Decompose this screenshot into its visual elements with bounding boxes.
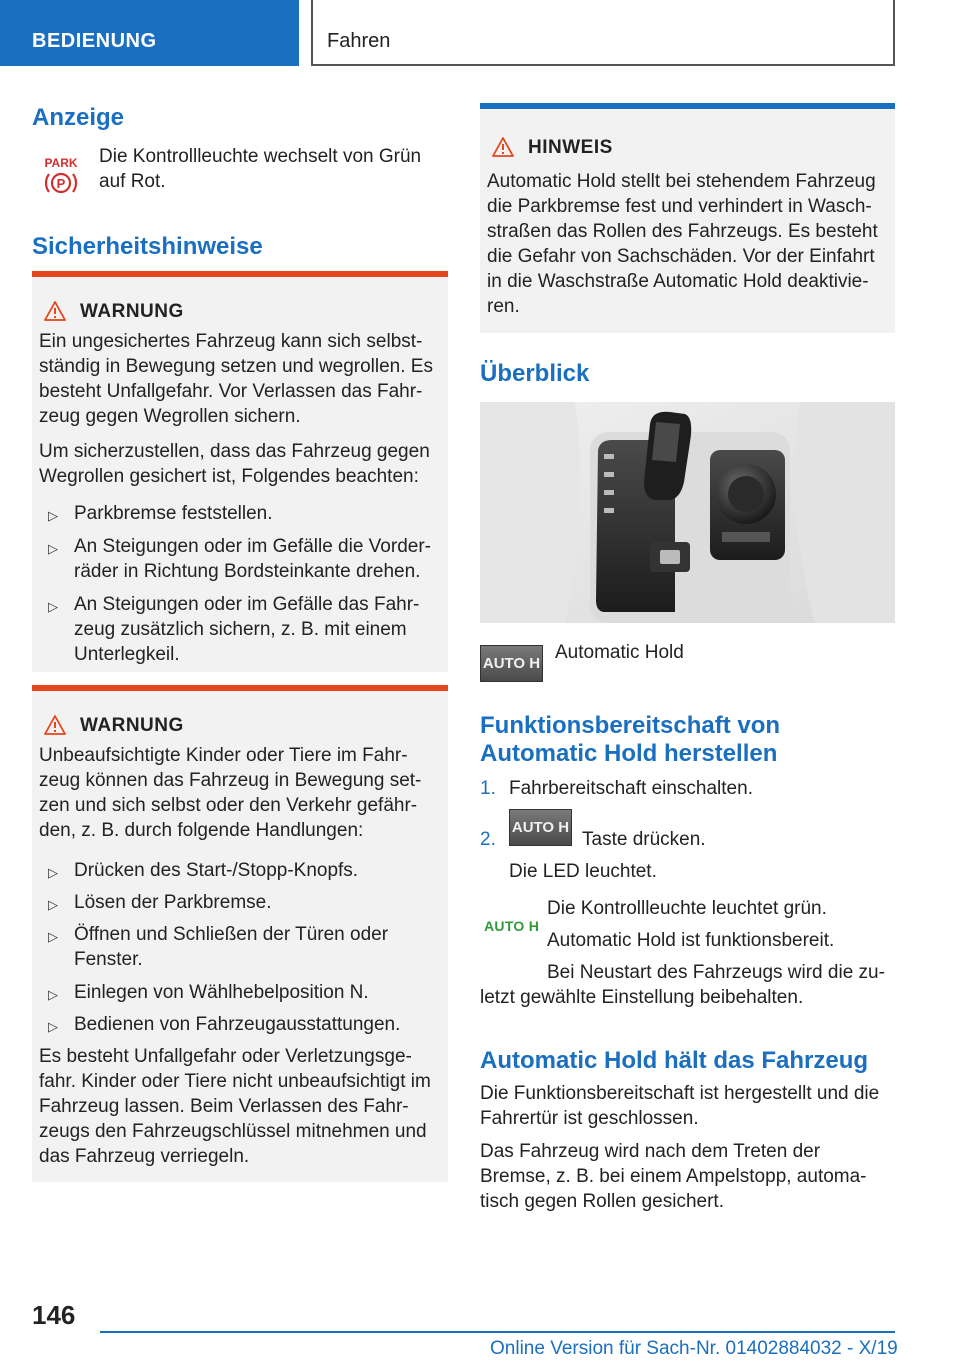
warning-2-p2-l5: das Fahrzeug verriegeln. bbox=[39, 1146, 250, 1167]
anzeige-text-line1: Die Kontrollleuchte wechselt von Grün bbox=[99, 146, 422, 167]
hinweis-l4: die Gefahr von Sachschäden. Vor der Einfahrt bbox=[487, 246, 875, 267]
warning-2-title: WARNUNG bbox=[80, 715, 184, 736]
header-chapter-label: Fahren bbox=[327, 30, 391, 52]
warning-1-p1-l4: zeug gegen Wegrollen sichern. bbox=[39, 406, 301, 427]
warning-1-title: WARNUNG bbox=[80, 301, 184, 322]
hinweis-l2: die Parkbremse fest und verhindert in Wasch- bbox=[487, 196, 872, 217]
hinweis-box bbox=[480, 103, 895, 333]
warning-2-p2-l3: Fahrzeug lassen. Beim Verlassen des Fahr- bbox=[39, 1096, 409, 1117]
hinweis-title: HINWEIS bbox=[528, 137, 613, 158]
park-brake-icon bbox=[38, 152, 84, 196]
haelt-p2-l2: Bremse, z. B. bei einem Ampelstopp, automa- bbox=[480, 1166, 867, 1187]
warning-box-1: WARNUNG Ein ungesichertes Fahrzeug kann sich selbst- ständig in Bewegung setzen und wegrollen. Es besteht Unfallgefahr. Vor Verlassen das Fahr- zeug gegen Wegrollen sichern. Um sicherzustellen, dass das Fahrzeug gegen Wegrollen gesichert ist, Folgendes beachten: ▷ Parkbremse feststellen. ▷ An Steigungen oder im Gefälle die Vorder- räder in Richtung Bordsteinkante drehen. ▷ An Steigungen oder im Gefälle das Fahr- zeug zusätzlich sichern, z. B. mit einem Unterlegkeil. bbox=[32, 271, 448, 672]
park-icon-label: PARK bbox=[44, 156, 78, 170]
warning-2-p1-l4: den, z. B. durch folgende Handlungen: bbox=[39, 820, 364, 841]
indicator-tail: letzt gewählte Einstellung beibehalten. bbox=[480, 987, 804, 1008]
hinweis-l1: Automatic Hold stellt bei stehendem Fahrzeug bbox=[487, 171, 876, 192]
hinweis-l5: in die Waschstraße Automatic Hold deaktivie- bbox=[487, 271, 869, 292]
haelt-p1-l1: Die Funktionsbereitschaft ist hergestellt und die bbox=[480, 1083, 880, 1104]
warning-1-p1-l2: ständig in Bewegung setzen und wegrollen. Es bbox=[39, 356, 433, 377]
warning-2-p1-l3: zen und sich selbst oder den Verkehr gefähr- bbox=[39, 795, 418, 816]
auto-h-button-icon: AUTO H bbox=[509, 809, 572, 846]
hinweis-l3: straßen das Rollen des Fahrzeugs. Es besteht bbox=[487, 221, 878, 242]
footer-version-text: Online Version für Sach-Nr. 01402884032 - X/19 bbox=[490, 1338, 898, 1359]
page-number: 146 bbox=[32, 1300, 76, 1330]
hinweis-l6: ren. bbox=[487, 296, 520, 317]
footer-divider bbox=[100, 1331, 895, 1333]
haelt-p1-l2: Fahrertür ist geschlossen. bbox=[480, 1108, 699, 1129]
header-section-tab bbox=[0, 0, 299, 66]
warning-2-p1-l1: Unbeaufsichtigte Kinder oder Tiere im Fahr- bbox=[39, 745, 408, 766]
warning-2-p1-l2: zeug können das Fahrzeug in Bewegung set- bbox=[39, 770, 422, 791]
warning-triangle-icon bbox=[44, 715, 66, 735]
indicator-l1: Die Kontrollleuchte leuchtet grün. bbox=[547, 898, 827, 919]
haelt-p2-l3: tisch gegen Rollen gesichert. bbox=[480, 1191, 724, 1212]
led-text: Die LED leuchtet. bbox=[509, 861, 657, 882]
haelt-p2-l1: Das Fahrzeug wird nach dem Treten der bbox=[480, 1141, 821, 1162]
heading-anzeige: Anzeige bbox=[32, 104, 125, 131]
step-2-text: Taste drücken. bbox=[582, 829, 706, 850]
indicator-l3: Bei Neustart des Fahrzeugs wird die zu- bbox=[547, 962, 885, 983]
warning-triangle-icon bbox=[492, 137, 514, 157]
anzeige-text-line2: auf Rot. bbox=[99, 171, 166, 192]
auto-h-caption: Automatic Hold bbox=[555, 642, 684, 663]
warning-2-p2-l1: Es besteht Unfallgefahr oder Verletzungsge- bbox=[39, 1046, 412, 1067]
heading-sicherheitshinweise: Sicherheitshinweise bbox=[32, 233, 263, 260]
step-2-number: 2. bbox=[480, 829, 496, 850]
step-1-text: Fahrbereitschaft einschalten. bbox=[509, 778, 753, 799]
header-section-label: BEDIENUNG bbox=[32, 30, 157, 52]
center-console-photo bbox=[480, 402, 895, 623]
warning-1-p2-l2: Wegrollen gesichert ist, Folgendes beachten: bbox=[39, 466, 419, 487]
header-chapter-tab bbox=[311, 0, 895, 66]
warning-2-p2-l2: fahr. Kinder oder Tiere nicht unbeaufsichtigt im bbox=[39, 1071, 431, 1092]
warning-triangle-icon bbox=[44, 301, 66, 321]
step-1-number: 1. bbox=[480, 778, 496, 799]
heading-haelt: Automatic Hold hält das Fahrzeug bbox=[480, 1047, 869, 1074]
indicator-l2: Automatic Hold ist funktionsbereit. bbox=[547, 930, 835, 951]
warning-1-p1-l1: Ein ungesichertes Fahrzeug kann sich selbst- bbox=[39, 331, 423, 352]
warning-box-2: WARNUNG Unbeaufsichtigte Kinder oder Tiere im Fahr- zeug können das Fahrzeug in Bewegung set- zen und sich selbst oder den Verkehr gefähr- den, z. B. durch folgende Handlungen: ▷ Drücken des Start-/Stopp-Knopfs. ▷ Lösen der Parkbremse. ▷ Öffnen und Schließen der Türen oder Fenster. ▷ Einlegen von Wählhebelposition N. ▷ Bedienen von Fahrzeugausstattungen. Es besteht Unfallgefahr oder Verletzungsge- fahr. Kinder oder Tiere nicht unbeaufsichtigt im Fahrzeug lassen. Beim Verlassen des Fahr- zeugs den Fahrzeugschlüssel mitnehmen und das Fahrzeug verriegeln. bbox=[32, 685, 448, 1182]
auto-h-indicator-icon: AUTO H bbox=[484, 918, 540, 934]
warning-2-p2-l4: zeugs den Fahrzeugschlüssel mitnehmen und bbox=[39, 1121, 427, 1142]
auto-h-button-icon: AUTO H bbox=[480, 645, 543, 682]
heading-funktion-l1: Funktionsbereitschaft von bbox=[480, 712, 781, 739]
heading-funktion-l2: Automatic Hold herstellen bbox=[480, 740, 778, 767]
svg-text:P: P bbox=[56, 176, 66, 191]
warning-1-p1-l3: besteht Unfallgefahr. Vor Verlassen das Fahr- bbox=[39, 381, 423, 402]
warning-1-p2-l1: Um sicherzustellen, dass das Fahrzeug gegen bbox=[39, 441, 430, 462]
heading-ueberblick: Überblick bbox=[480, 360, 590, 387]
